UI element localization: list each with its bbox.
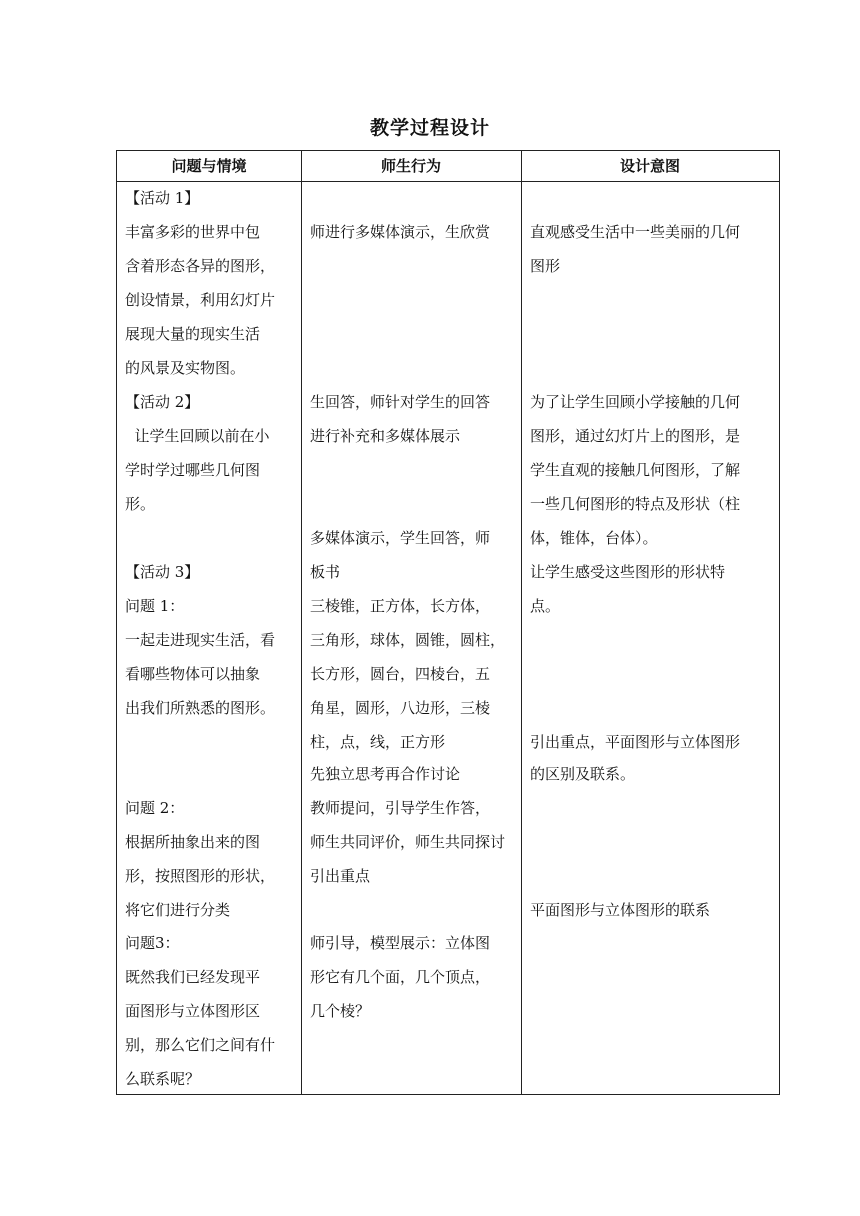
cell-line: 学时学过哪些几何图 bbox=[125, 461, 261, 479]
cell-line: 学生直观的接触几何图形，了解 bbox=[530, 461, 741, 479]
header-divider bbox=[117, 181, 779, 182]
cell-line: 看哪些物体可以抽象 bbox=[125, 665, 261, 683]
cell-line: 进行补充和多媒体展示 bbox=[310, 427, 461, 445]
cell-line: 根据所抽象出来的图 bbox=[125, 833, 261, 851]
header-design-intent: 设计意图 bbox=[619, 157, 680, 175]
page-title: 教学过程设计 bbox=[369, 117, 490, 139]
cell-line: 体，锥体，台体）。 bbox=[530, 529, 658, 547]
cell-line: 一起走进现实生活，看 bbox=[125, 631, 276, 649]
cell-line: 几个棱？ bbox=[310, 1002, 371, 1020]
cell-line: 为了让学生回顾小学接触的几何 bbox=[530, 393, 741, 411]
cell-line: 问题 1： bbox=[125, 597, 185, 615]
cell-line: 生回答，师针对学生的回答 bbox=[310, 393, 491, 411]
cell-line: 引出重点 bbox=[310, 867, 371, 885]
cell-line: 别，那么它们之间有什 bbox=[125, 1036, 276, 1054]
cell-line: 既然我们已经发现平 bbox=[125, 968, 261, 986]
cell-line: 形。 bbox=[125, 495, 156, 513]
cell-line: 么联系呢？ bbox=[125, 1070, 201, 1088]
cell-line: 创设情景，利用幻灯片 bbox=[125, 291, 276, 309]
cell-line: 板书 bbox=[310, 563, 341, 581]
cell-line: 形它有几个面，几个顶点， bbox=[310, 968, 491, 986]
cell-line: 师引导，模型展示：立体图 bbox=[310, 934, 491, 952]
cell-line: 形，按照图形的形状， bbox=[125, 867, 276, 885]
cell-line: 师生共同评价，师生共同探讨 bbox=[310, 833, 506, 851]
cell-line: 丰富多彩的世界中包 bbox=[125, 223, 261, 241]
cell-line: 柱，点，线，正方形 bbox=[310, 733, 446, 751]
cell-line: 让学生感受这些图形的形状特 bbox=[530, 563, 726, 581]
lesson-table bbox=[116, 150, 780, 1095]
cell-line: 三角形，球体，圆锥，圆柱， bbox=[310, 631, 506, 649]
cell-line: 点。 bbox=[530, 597, 561, 615]
cell-line: 教师提问，引导学生作答， bbox=[310, 799, 491, 817]
cell-line: 出我们所熟悉的图形。 bbox=[125, 699, 276, 717]
cell-line: 三棱锥，正方体，长方体， bbox=[310, 597, 491, 615]
cell-line: 含着形态各异的图形， bbox=[125, 257, 276, 275]
column-divider bbox=[521, 151, 522, 1094]
cell-line: 的区别及联系。 bbox=[530, 765, 636, 783]
cell-line: 直观感受生活中一些美丽的几何 bbox=[530, 223, 741, 241]
cell-line: 问题 2： bbox=[125, 799, 185, 817]
cell-line: 展现大量的现实生活 bbox=[125, 325, 261, 343]
cell-line: 问题3： bbox=[125, 934, 180, 952]
cell-line: 图形，通过幻灯片上的图形，是 bbox=[530, 427, 741, 445]
cell-line: 【活动 3】 bbox=[125, 563, 200, 581]
header-teacher-student-behavior: 师生行为 bbox=[380, 157, 441, 175]
cell-line: 一些几何图形的特点及形状（柱 bbox=[530, 495, 741, 513]
cell-line: 【活动 1】 bbox=[125, 189, 200, 207]
cell-line: 面图形与立体图形区 bbox=[125, 1002, 261, 1020]
cell-line: 平面图形与立体图形的联系 bbox=[530, 901, 711, 919]
cell-line: 图形 bbox=[530, 257, 561, 275]
header-problem-situation: 问题与情境 bbox=[171, 157, 247, 175]
cell-line: 多媒体演示，学生回答，师 bbox=[310, 529, 491, 547]
cell-line: 让学生回顾以前在小 bbox=[125, 427, 270, 445]
cell-line: 引出重点，平面图形与立体图形 bbox=[530, 733, 741, 751]
cell-line: 先独立思考再合作讨论 bbox=[310, 765, 461, 783]
column-divider bbox=[301, 151, 302, 1094]
cell-line: 师进行多媒体演示，生欣赏 bbox=[310, 223, 491, 241]
cell-line: 【活动 2】 bbox=[125, 393, 200, 411]
cell-line: 长方形，圆台，四棱台，五 bbox=[310, 665, 491, 683]
cell-line: 角星，圆形，八边形，三棱 bbox=[310, 699, 491, 717]
cell-line: 的风景及实物图。 bbox=[125, 359, 246, 377]
cell-line: 将它们进行分类 bbox=[125, 901, 231, 919]
